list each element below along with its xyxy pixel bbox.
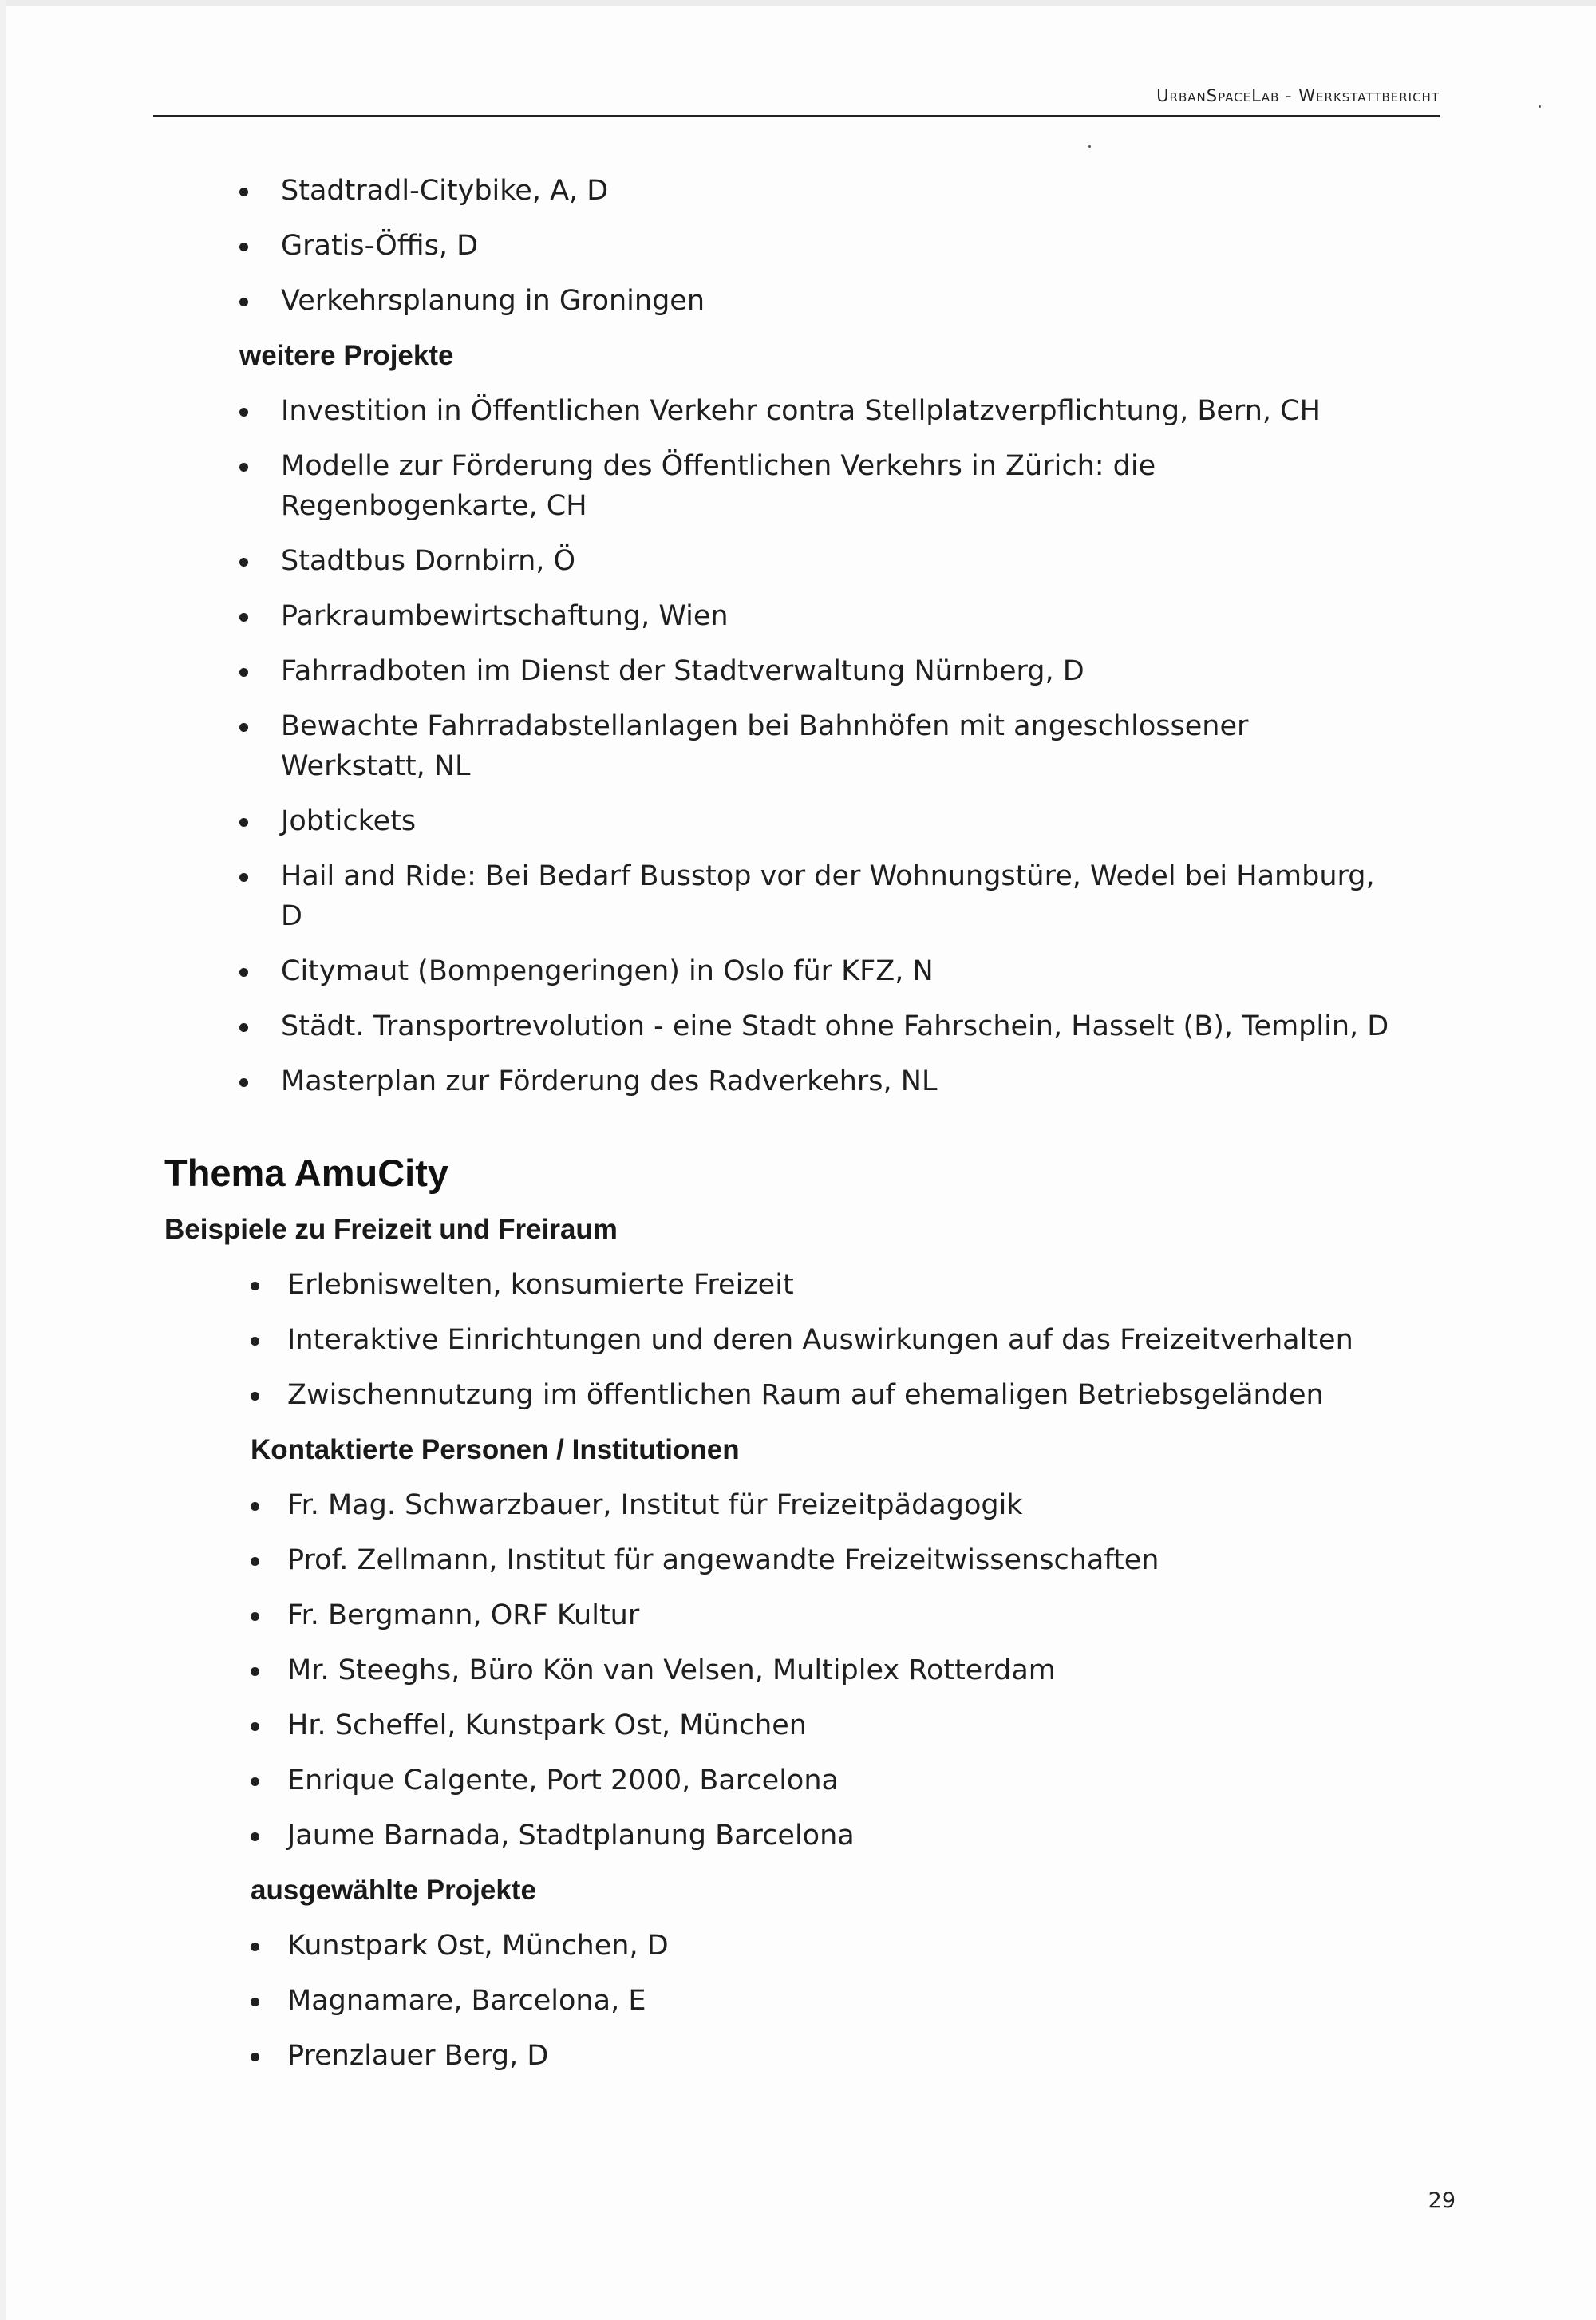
bullet-dot-icon [239,298,248,306]
list-item: Hr. Scheffel, Kunstpark Ost, München [0,1705,1404,1745]
amucity-section [0,1149,1596,2091]
bullet-dot-icon [251,1998,259,2006]
header-rule [153,115,1440,117]
bullet-dot-icon [251,1557,259,1566]
scan-speck [1539,105,1541,108]
list-item: Fr. Mag. Schwarzbauer, Institut für Freizeitpädagogik [0,1485,1404,1525]
page-number: 29 [1428,2188,1456,2213]
list-item: Städt. Transportrevolution - eine Stadt ohne Fahrschein, Hasselt (B), Templin, D [0,1006,1398,1046]
list-item: Hail and Ride: Bei Bedarf Busstop vor der Wohnungstüre, Wedel bei Hamburg, D [0,856,1398,936]
bullet-dot-icon [251,1667,259,1676]
list-item: Jobtickets [0,801,1398,841]
weitere-projekte-list [0,391,1596,1101]
list-item: Modelle zur Förderung des Öffentlichen Verkehrs in Zürich: die Regenbogenkarte, CH [0,446,1334,526]
bullet-dot-icon [239,723,248,732]
projekte-heading: ausgewählte Projekte [251,1875,536,1906]
list-item: Verkehrsplanung in Groningen [0,281,1398,321]
bullet-dot-icon [239,408,248,417]
bullet-dot-icon [251,2053,259,2061]
beispiele-heading: Beispiele zu Freizeit und Freiraum [164,1214,618,1245]
bullet-dot-icon [251,1282,259,1290]
scan-top-edge [0,0,1596,6]
list-item: Masterplan zur Förderung des Radverkehrs, NL [0,1061,1398,1101]
bullet-dot-icon [239,558,248,567]
bullet-dot-icon [251,1943,259,1951]
bullet-dot-icon [251,1832,259,1841]
list-item: Enrique Calgente, Port 2000, Barcelona [0,1761,1404,1800]
top-bullet-list [0,171,1596,321]
list-item: Gratis-Öffis, D [0,226,1398,266]
bullet-dot-icon [239,1023,248,1032]
list-item: Magnamare, Barcelona, E [0,1981,1404,2021]
bullet-dot-icon [251,1392,259,1401]
section-title: Thema AmuCity [164,1152,449,1194]
scan-speck [1088,145,1091,148]
beispiele-list [0,1265,1596,1415]
list-item: Prenzlauer Berg, D [0,2036,1404,2076]
bullet-dot-icon [239,873,248,882]
bullet-dot-icon [251,1722,259,1731]
kontakte-heading: Kontaktierte Personen / Institutionen [251,1434,740,1465]
bullet-dot-icon [251,1777,259,1786]
list-item: Stadtradl-Citybike, A, D [0,171,1398,211]
weitere-projekte-heading: weitere Projekte [239,340,454,371]
list-item: Prof. Zellmann, Institut für angewandte Freizeitwissenschaften [0,1540,1404,1580]
bullet-dot-icon [239,668,248,677]
list-item: Stadtbus Dornbirn, Ö [0,541,1398,581]
bullet-dot-icon [251,1502,259,1511]
list-item: Citymaut (Bompengeringen) in Oslo für KFZ, N [0,951,1398,991]
list-item: Zwischennutzung im öffentlichen Raum auf ehemaligen Betriebsgeländen [0,1375,1404,1415]
bullet-dot-icon [239,243,248,251]
bullet-dot-icon [239,613,248,622]
bullet-dot-icon [239,1078,248,1087]
list-item: Kunstpark Ost, München, D [0,1926,1404,1966]
transport-section [0,171,1596,1117]
bullet-dot-icon [239,463,248,472]
list-item: Jaume Barnada, Stadtplanung Barcelona [0,1816,1404,1856]
bullet-dot-icon [239,188,248,196]
list-item: Fahrradboten im Dienst der Stadtverwaltung Nürnberg, D [0,651,1398,691]
running-header: UrbanSpaceLab - Werkstattbericht [1156,86,1440,105]
list-item: Parkraumbewirtschaftung, Wien [0,596,1398,636]
list-item: Investition in Öffentlichen Verkehr contra Stellplatzverpflichtung, Bern, CH [0,391,1398,431]
list-item: Fr. Bergmann, ORF Kultur [0,1595,1404,1635]
kontakte-list [0,1485,1596,1856]
list-item: Bewachte Fahrradabstellanlagen bei Bahnhöfen mit angeschlossener Werkstatt, NL [0,706,1334,786]
list-item: Interaktive Einrichtungen und deren Auswirkungen auf das Freizeitverhalten [0,1320,1404,1360]
bullet-dot-icon [251,1612,259,1621]
projekte-list [0,1926,1596,2076]
list-item: Mr. Steeghs, Büro Kön van Velsen, Multiplex Rotterdam [0,1650,1404,1690]
bullet-dot-icon [239,818,248,827]
bullet-dot-icon [251,1337,259,1346]
list-item: Erlebniswelten, konsumierte Freizeit [0,1265,1404,1305]
bullet-dot-icon [239,968,248,977]
